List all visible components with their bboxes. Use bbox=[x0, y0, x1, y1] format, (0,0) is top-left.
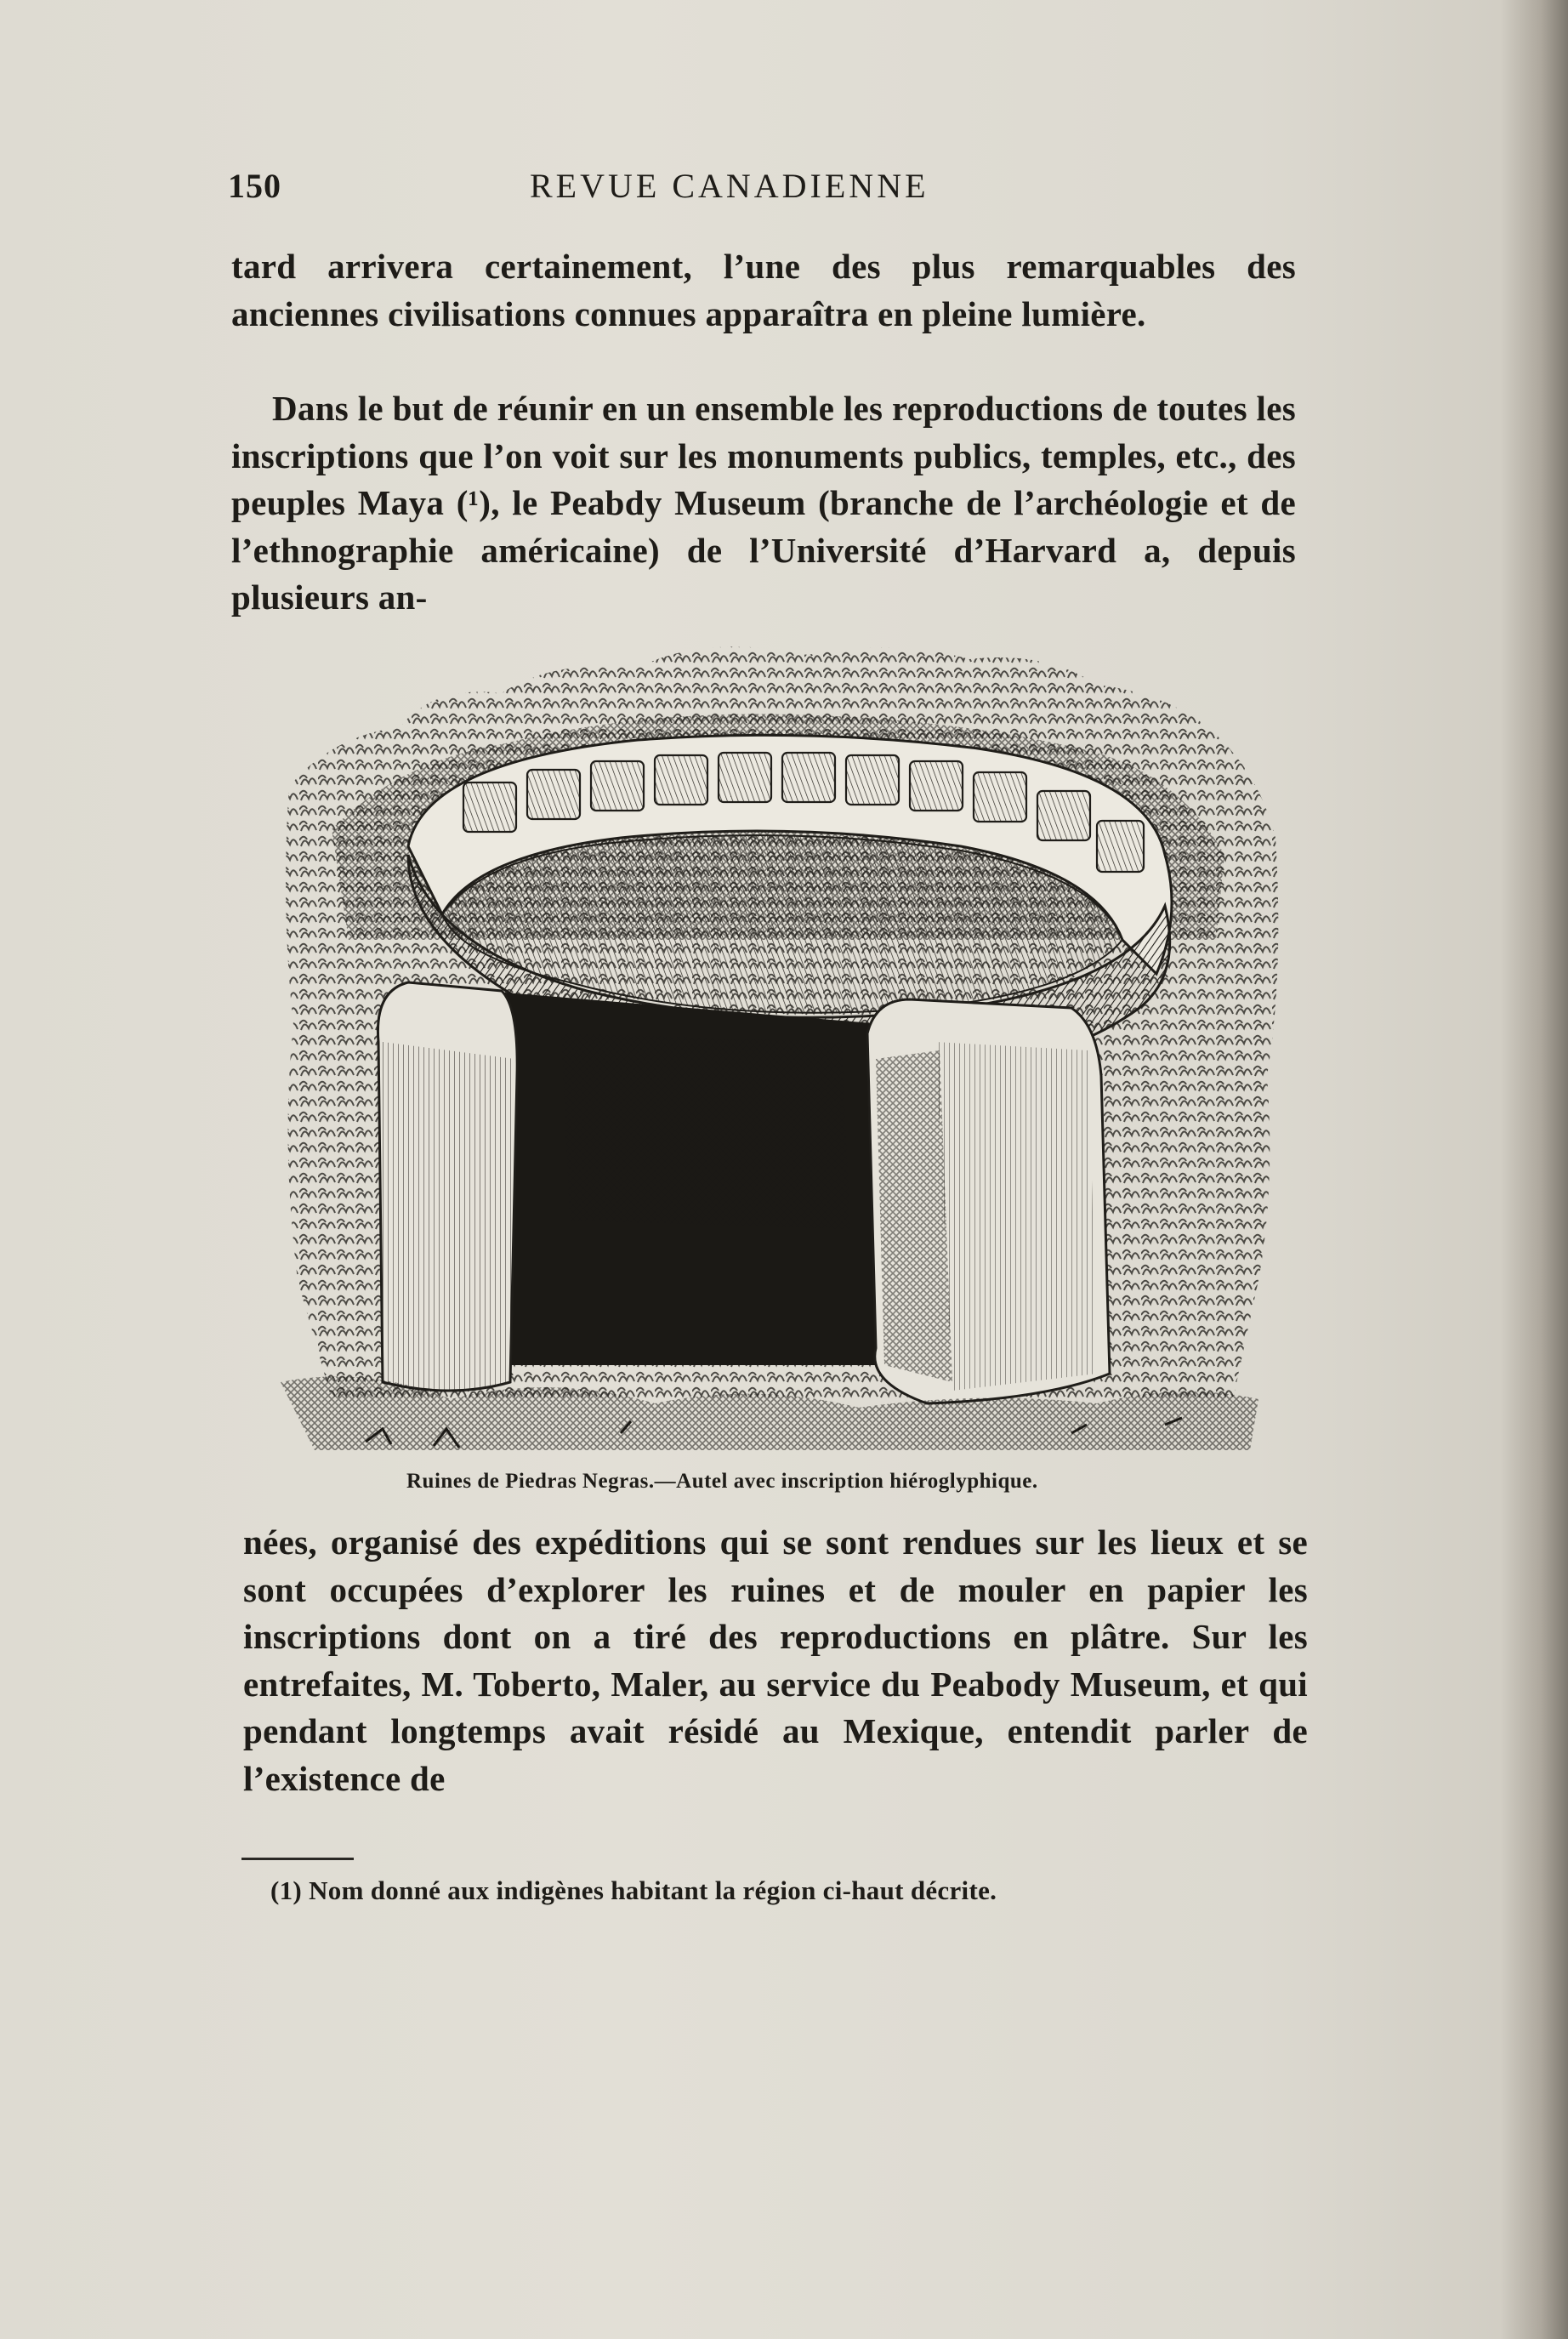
figure-caption: Ruines de Piedras Negras.—Autel avec inscription hiéroglyphique. bbox=[406, 1470, 1038, 1493]
footnote-rule bbox=[241, 1858, 354, 1860]
paragraph-1: tard arrivera certainement, l’une des plus remarquables des anciennes civilisations connues apparaîtra en pleine lumière. bbox=[231, 247, 1296, 333]
page-header bbox=[228, 166, 1299, 208]
paragraph-3: nées, organisé des expéditions qui se sont rendues sur les lieux et se sont occupées d’explorer les ruines et de mouler en papier les inscriptions dont on a tiré des reproductions en plâtre. Sur les entrefaites, M. Toberto, Maler, au service du Peabody Museum, et qui pendant longtemps avait résidé au Mexique, entendit parler de l’existence de bbox=[243, 1522, 1308, 1798]
running-head: REVUE CANADIENNE bbox=[530, 167, 929, 205]
altar-engraving bbox=[281, 634, 1284, 1463]
paragraph-2: Dans le but de réunir en un ensemble les reproductions de toutes les inscriptions que l’on voit sur les monuments publics, temples, etc., des peuples Maya (¹), le Peabdy Museum (branche de l’archéologie et de l’ethnographie américaine) de l’Université d’Harvard a, depuis plusieurs an- bbox=[231, 389, 1296, 617]
page-gutter-shadow bbox=[1500, 0, 1568, 2339]
page-number: 150 bbox=[228, 167, 281, 205]
footnote: (1) Nom donné aux indigènes habitant la région ci-haut décrite. bbox=[270, 1875, 997, 1905]
